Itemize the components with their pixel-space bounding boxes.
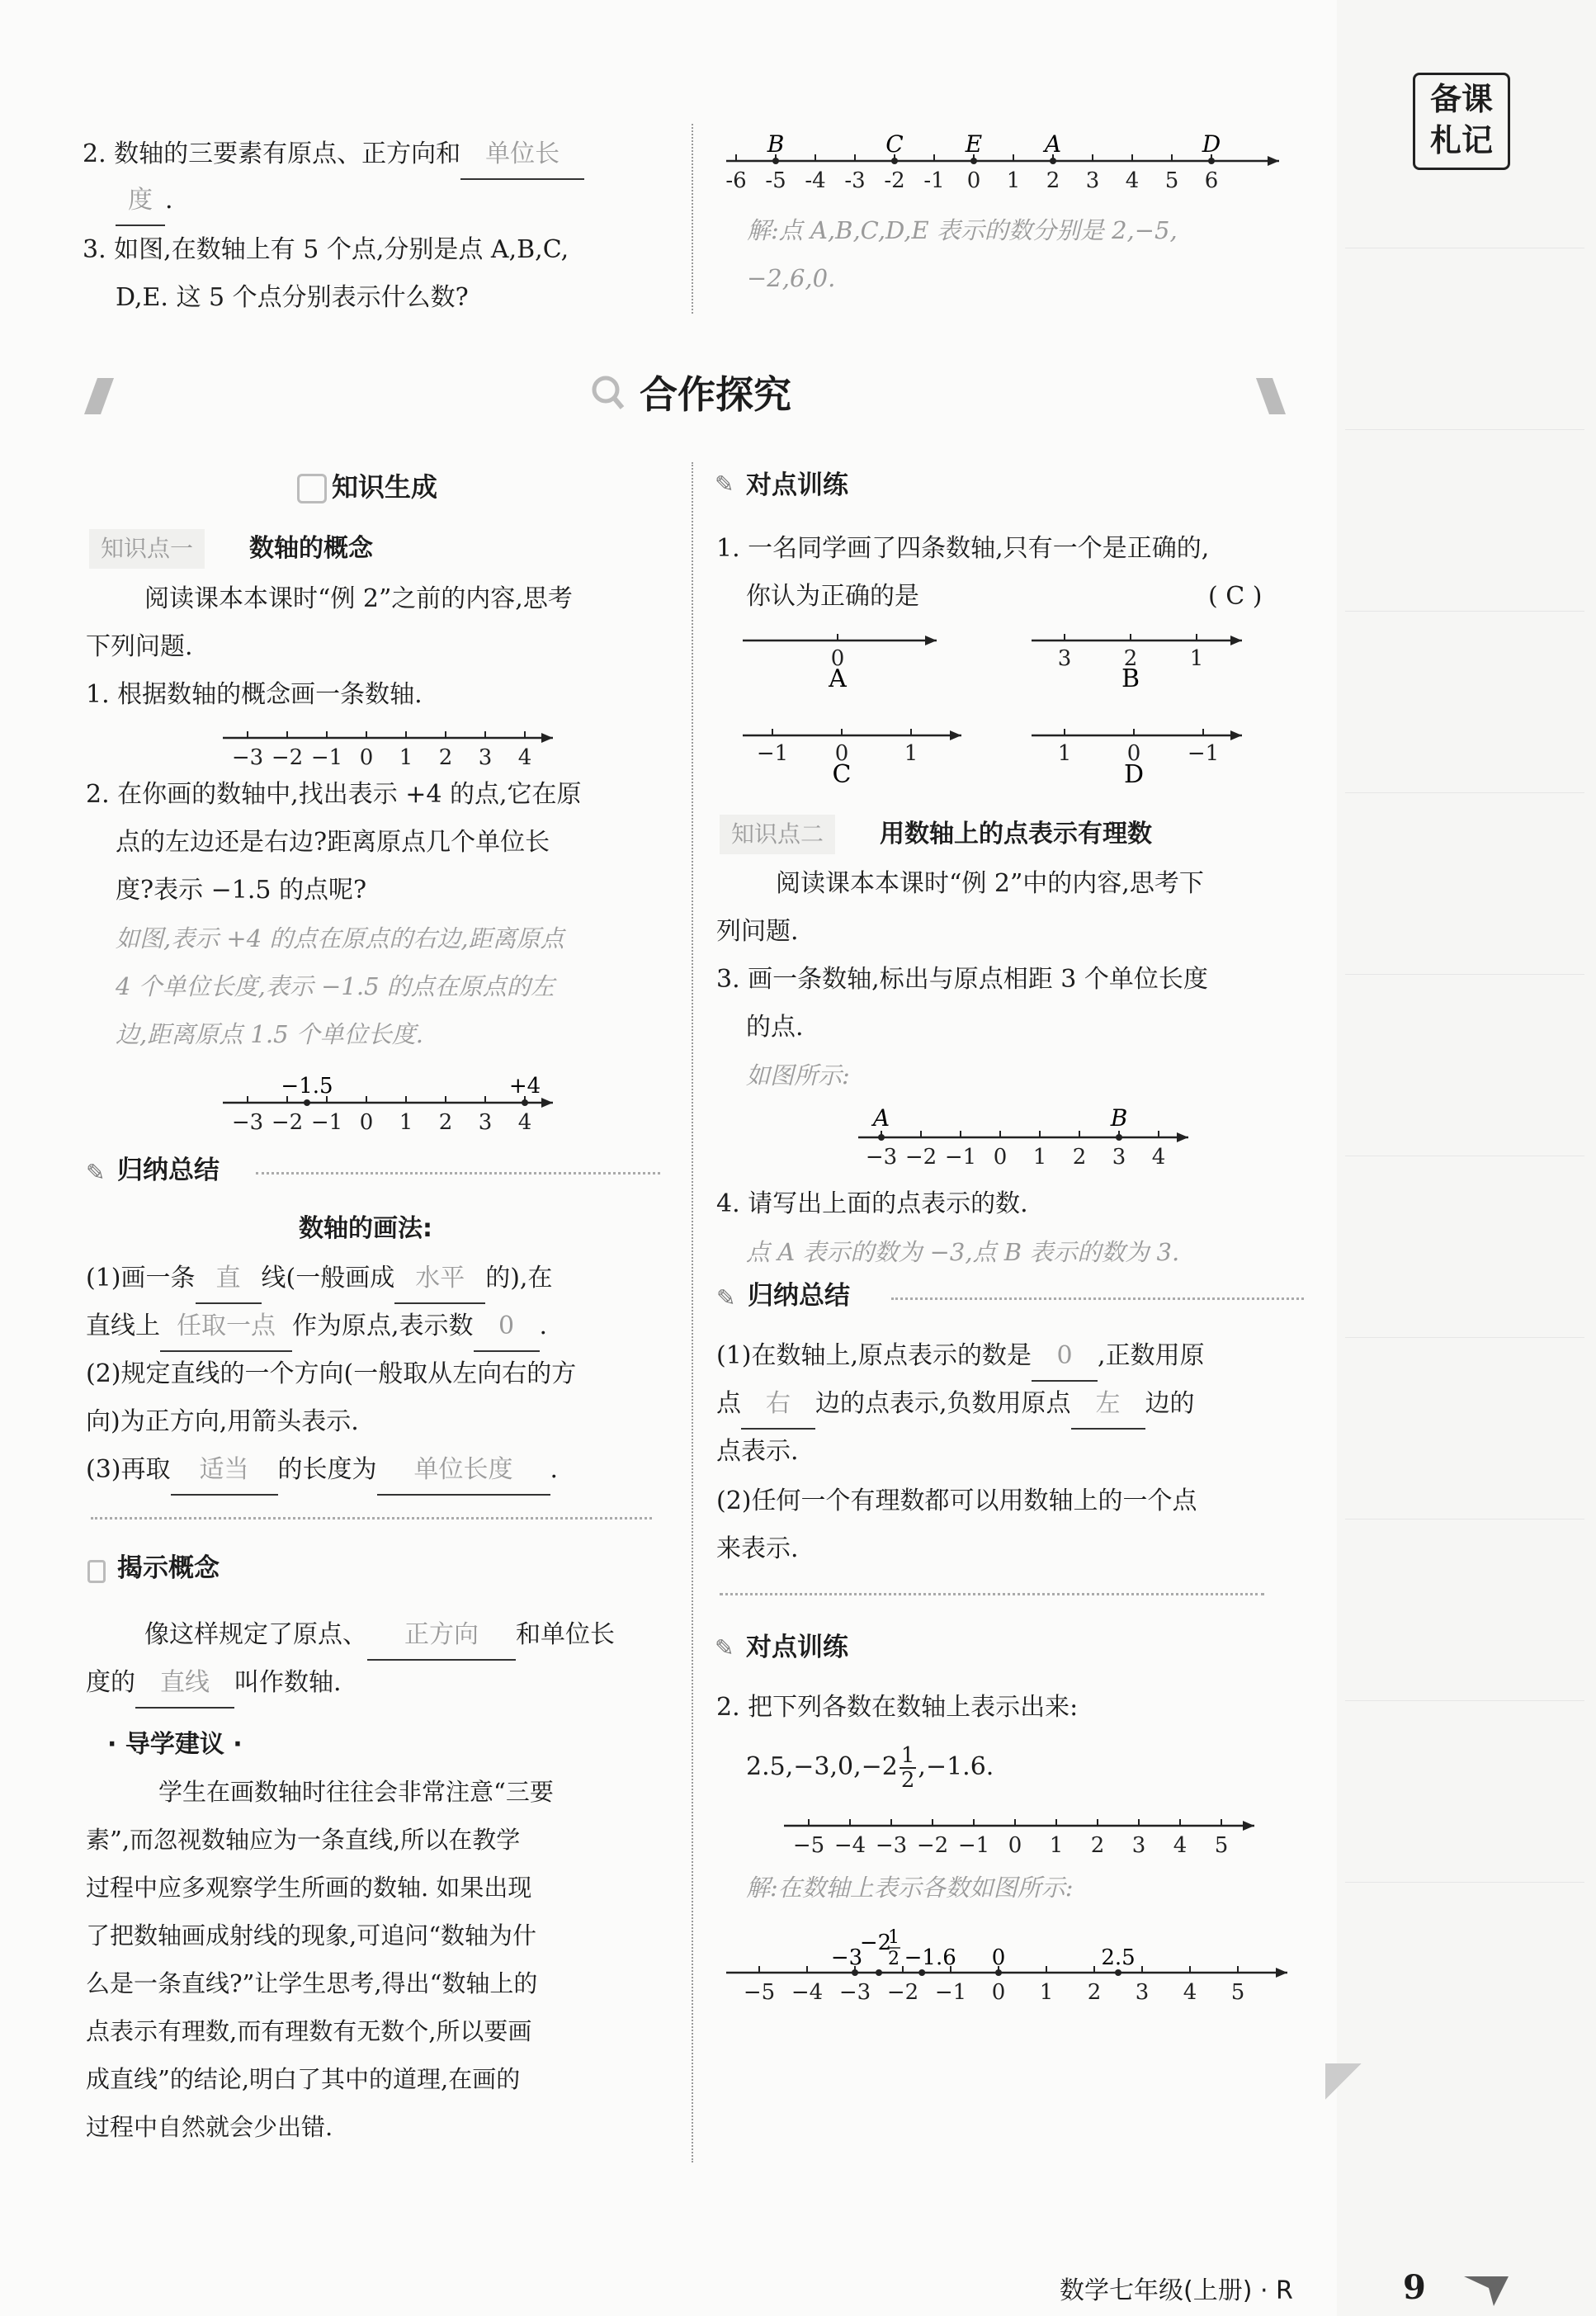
axis-arrow [541,733,553,743]
top-question-2: 2. 数轴的三要素有原点、正方向和 单位长 [83,130,584,180]
kp1-tag: 知识点一 [89,529,205,569]
top-solution-line-2: −2,6,0. [747,264,836,292]
tick-label: 5 [1230,1980,1245,2005]
summary-rule-top [256,1172,660,1175]
tick-label: 3 [1135,1980,1150,2005]
guide-line: 过程中自然就会少出错. [86,2113,333,2141]
guide-line: 素”,而忽视数轴应为一条直线,所以在教学 [86,1826,521,1854]
summary-rule-bottom [91,1517,652,1520]
left-question-2-line-1: 2. 在你画的数轴中,找出表示 +4 的点,它在原 [86,780,582,809]
point-label: −3 [830,1945,863,1970]
banner-left-slash [84,378,114,414]
tick-label: -6 [725,168,747,193]
axis-arrow [1177,1132,1188,1142]
guide-line: 点表示有理数,而有理数有无数个,所以要画 [86,2017,532,2045]
tick-label: 0 [991,1980,1006,2005]
point-label: C [885,130,904,158]
point-label: −2 [859,1931,892,1955]
tick-label: 3 [1057,646,1072,671]
tick-label: −1 [957,1833,990,1858]
blank-unit-length-1: 单位长 [460,130,584,180]
right-axis-3 [850,1098,1197,1172]
tick-label: 1 [1032,1145,1047,1170]
concept-line-2: 度的 直线 叫作数轴. [86,1659,342,1709]
tick-label: 2 [1087,1980,1102,2005]
blank-straight: 直 [196,1255,262,1304]
tick-label: 4 [517,1110,532,1135]
point-marker [891,158,898,164]
blank-unit-length-2: 度 [116,177,165,226]
tick-label: 2 [1072,1145,1087,1170]
point-label: B [767,130,785,158]
tick-label: 2 [438,1110,453,1135]
tick-label: 0 [830,646,845,671]
tick-label: 0 [993,1145,1008,1170]
footer-book-title: 数学七年级(上册) · R [1060,2276,1293,2305]
method-title: 数轴的画法: [299,1214,432,1243]
tick-label: 3 [1085,168,1100,193]
tick-label: 0 [1008,1833,1022,1858]
right-question-1-line-1: 1. 一名同学画了四条数轴,只有一个是正确的, [716,534,1210,563]
tick-label: −2 [904,1145,937,1170]
point-marker [876,1969,882,1976]
tick-label: −1 [310,1110,343,1135]
tick-label: 6 [1204,168,1219,193]
tick-label: 3 [478,1110,493,1135]
notes-badge [1413,73,1510,170]
blank-appropriate: 适当 [171,1446,278,1496]
tick-label: 4 [1151,1145,1166,1170]
point-marker [772,158,779,164]
tick-label: −3 [838,1980,871,2005]
summary-pencil-icon: ✎ [86,1159,106,1186]
guide-line: 么是一条直线?”让学生思考,得出“数轴上的 [86,1969,538,1997]
point-label: A [872,1104,890,1132]
knowledge-title: 知识生成 [332,471,438,503]
top-number-axis [718,124,1296,206]
answer-choice: ( C ) [1208,582,1263,611]
point-label: D [1202,130,1221,158]
option-label: A [829,664,847,693]
point-label: B [1110,1104,1128,1132]
tick-label: −4 [833,1833,866,1858]
tick-label: 5 [1164,168,1179,193]
summary2-title: 归纳总结 [748,1281,850,1311]
numbers-to-plot: 2.5,−3,0,−2 $\frac{1}{2}$ ,−1.6. [746,1743,994,1793]
tick-label: 0 [359,1110,374,1135]
method-1-line-2: 直线上 任取一点 作为原点,表示数 0 . [86,1302,547,1352]
right-solution-2: 解:在数轴上表示各数如图所示: [746,1874,1074,1902]
banner-title: 合作探究 [640,372,791,417]
tick-label: -3 [844,168,866,193]
tick-label: 5 [1214,1833,1229,1858]
method-1-line-1: (1)画一条 直 线(一般画成 水平 的),在 [86,1255,552,1304]
left-answer-2-line-1: 如图,表示 +4 的点在原点的右边,距离原点 [116,924,564,952]
concept-line-1: 像这样规定了原点、 正方向 和单位长 [144,1611,615,1661]
right-answer-3: 如图所示: [746,1061,850,1089]
blank-origin-zero: 0 [1032,1332,1098,1382]
tick-label: 1 [399,1110,413,1135]
top-question-3-line-2: D,E. 这 5 个点分别表示什么数? [116,283,469,312]
tick-label: −5 [792,1833,825,1858]
tick-label: 0 [359,745,374,770]
tick-label: −2 [886,1980,919,2005]
method-3: (3)再取 适当 的长度为 单位长度 . [86,1446,558,1496]
point-label: 1 [888,1927,900,1948]
tick-label: −2 [916,1833,949,1858]
practice-pencil-icon: ✎ [715,470,734,498]
right-question-3-line-1: 3. 画一条数轴,标出与原点相距 3 个单位长度 [716,965,1208,994]
axis-arrow [925,636,937,645]
option-label: B [1121,664,1140,693]
tick-label: 1 [1049,1833,1064,1858]
blank-unit-length-3: 单位长度 [377,1446,550,1496]
tick-label: 2 [438,745,453,770]
banner-magnifier-icon [586,371,627,413]
axis-arrow [1230,636,1242,645]
practice-title: 对点训练 [746,470,848,500]
point-label: −1.6 [904,1945,956,1970]
tick-label: -4 [805,168,826,193]
point-label: 2.5 [1101,1945,1136,1970]
point-label: 2 [888,1949,900,1969]
point-marker [522,1099,528,1106]
read-line-2: 下列问题. [86,632,193,661]
point-label: +4 [508,1074,541,1099]
summary2-rule-bottom [720,1593,1264,1595]
point-marker [878,1134,885,1141]
fraction-half: $\frac{1}{2}$ [900,1743,915,1793]
summary2-pencil-icon: ✎ [716,1284,736,1312]
summary2-rule-top [891,1297,1304,1300]
kp2-title: 用数轴上的点表示有理数 [880,820,1152,848]
blank-line: 直线 [135,1659,234,1709]
tick-label: 0 [834,741,849,766]
tick-label: 1 [1039,1980,1054,2005]
tick-label: −2 [271,1110,304,1135]
right-question-2: 2. 把下列各数在数轴上表示出来: [716,1693,1079,1722]
tick-label: -5 [765,168,786,193]
blank-right: 右 [741,1380,815,1430]
left-axis-2 [215,1065,561,1139]
point-marker [1208,158,1215,164]
tick-label: 2 [1090,1833,1105,1858]
knowledge-icon [297,474,327,503]
point-label: −1.5 [281,1074,333,1099]
blank-horizontal: 水平 [394,1255,485,1304]
tick-label: 3 [1131,1833,1146,1858]
tick-label: −2 [271,745,304,770]
guide-line: 学生在画数轴时往往会非常注意“三要 [158,1778,554,1806]
tick-label: 4 [1125,168,1140,193]
left-axis-1 [215,723,561,773]
kp2-tag: 知识点二 [720,815,835,854]
tick-label: −3 [231,745,264,770]
method-2-line-1: (2)规定直线的一个方向(一般取从左向右的方 [86,1359,577,1388]
right-question-4: 4. 请写出上面的点表示的数. [716,1189,1028,1218]
tick-label: 0 [1126,741,1141,766]
point-marker [995,1969,1002,1976]
guide-title: · 导学建议 · [107,1730,243,1759]
notes-margin-lines [1337,0,1596,2229]
tick-label: −1 [310,745,343,770]
blank-pick-point: 任取一点 [160,1302,292,1352]
column-divider-top [692,124,693,314]
tick-label: −1 [1187,741,1220,766]
point-marker [852,1969,858,1976]
tick-label: 0 [966,168,981,193]
practice2-title: 对点训练 [746,1633,848,1662]
footer-page-number: 9 [1403,2268,1426,2307]
option-label: C [832,760,852,789]
tick-label: 4 [1173,1833,1188,1858]
blank-zero: 0 [474,1302,540,1352]
practice2-pencil-icon: ✎ [715,1634,734,1661]
tick-label: −3 [231,1110,264,1135]
left-answer-2-line-2: 4 个单位长度,表示 −1.5 的点在原点的左 [116,972,555,1000]
tick-label: 1 [1189,646,1204,671]
tick-label: 1 [904,741,918,766]
banner-right-slash [1256,378,1286,414]
tick-label: 1 [1057,741,1072,766]
tick-label: −1 [756,741,789,766]
point-label: A [1044,130,1062,158]
page-corner-decoration [1325,2063,1362,2100]
tick-label: −1 [934,1980,967,2005]
tick-label: 3 [478,745,493,770]
summary2-line-5: 来表示. [716,1534,799,1563]
axis-arrow [1230,730,1242,740]
tick-label: −3 [865,1145,898,1170]
tick-label: −3 [875,1833,908,1858]
axis-arrow [950,730,961,740]
point-marker [1050,158,1056,164]
method-2-line-2: 向)为正方向,用箭头表示. [86,1407,359,1436]
right-axis-5 [718,1907,1296,2014]
top-solution-line-1: 解:点 A,B,C,D,E 表示的数分别是 2,−5, [747,216,1178,244]
summary-title: 归纳总结 [117,1156,220,1185]
tick-label: 3 [1112,1145,1126,1170]
tick-label: −5 [743,1980,776,2005]
top-question-3-line-1: 3. 如图,在数轴上有 5 个点,分别是点 A,B,C, [83,235,569,264]
right-question-3-line-2: 的点. [746,1013,804,1042]
tick-label: 2 [1046,168,1060,193]
left-question-2-line-2: 点的左边还是右边?距离原点几个单位长 [116,828,550,857]
reveal-icon [87,1560,106,1583]
top-question-2-cont: 度 . [116,177,173,226]
read2-line-1: 阅读课本本课时“例 2”中的内容,思考下 [776,869,1204,898]
tick-label: −4 [791,1980,824,2005]
option-axes [726,624,1304,814]
blank-left: 左 [1071,1380,1145,1430]
axis-arrow [541,1098,553,1108]
tick-label: 1 [399,745,413,770]
right-axis-4 [776,1813,1271,1862]
right-answer-4: 点 A 表示的数为 −3,点 B 表示的数为 3. [746,1238,1180,1266]
left-question-1: 1. 根据数轴的概念画一条数轴. [86,680,423,709]
axis-arrow [1268,156,1279,166]
tick-label: -1 [923,168,945,193]
guide-line: 成直线”的结论,明白了其中的道理,在画的 [86,2065,521,2093]
point-label: 0 [991,1945,1006,1970]
guide-line: 了把数轴画成射线的现象,可追问“数轴为什 [86,1921,537,1950]
right-question-1-line-2: 你认为正确的是 ( C ) [746,573,1291,621]
tick-label: 1 [1006,168,1021,193]
read2-line-2: 列问题. [716,917,799,946]
badge-line-1: 备课 [1429,81,1493,117]
badge-line-2: 札记 [1429,122,1493,158]
point-marker [918,1969,925,1976]
summary2-line-4: (2)任何一个有理数都可以用数轴上的一个点 [716,1486,1197,1515]
axis-arrow [1276,1968,1287,1978]
tick-label: 2 [1123,646,1138,671]
column-divider-main [692,462,693,2162]
left-question-2-line-3: 度?表示 −1.5 的点呢? [116,876,367,905]
point-label: E [965,130,983,158]
guide-line: 过程中应多观察学生所画的数轴. 如果出现 [86,1874,532,1902]
tick-label: 4 [1183,1980,1197,2005]
kp1-title: 数轴的概念 [249,534,373,563]
read-line-1: 阅读课本本课时“例 2”之前的内容,思考 [144,584,573,613]
axis-arrow [1243,1821,1254,1831]
point-marker [1115,1969,1121,1976]
tick-label: −1 [944,1145,977,1170]
reveal-title: 揭示概念 [117,1553,220,1583]
option-label: D [1123,760,1145,789]
summary2-line-1: (1)在数轴上,原点表示的数是 0 ,正数用原 [716,1332,1205,1382]
point-marker [1116,1134,1122,1141]
summary2-line-2: 点 右 边的点表示,负数用原点 左 边的 [716,1380,1195,1430]
summary2-line-3: 点表示. [716,1437,799,1466]
point-marker [304,1099,310,1106]
blank-positive-direction: 正方向 [367,1611,516,1661]
footer-arrow-icon [1461,2270,1510,2308]
tick-label: 4 [517,745,532,770]
left-answer-2-line-3: 边,距离原点 1.5 个单位长度. [116,1020,423,1048]
point-marker [970,158,977,164]
tick-label: -2 [884,168,905,193]
